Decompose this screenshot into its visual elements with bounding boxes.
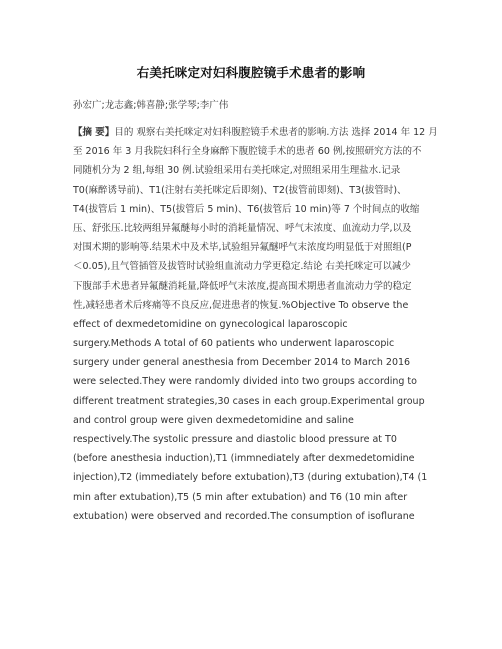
abstract-line: surgery.Methods A total of 60 patients who underwent laparoscopic <box>73 338 395 350</box>
abstract-body <box>73 123 438 526</box>
abstract-line: T0(麻醉诱导前)、T1(注射右美托咪定后即刻)、T2(拔管前即刻)、T3(拔管时)、 <box>73 184 407 196</box>
abstract-line: min after extubation),T5 (5 min after extubation) and T6 (10 min after <box>73 491 408 503</box>
abstract-line: and control group were given dexmedetomidine and saline <box>73 414 354 426</box>
abstract-line: 【摘 要】目的 观察右美托咪定对妇科腹腔镜手术患者的影响.方法 选择 2014 年 12 月 <box>73 127 438 138</box>
abstract-line: 对围术期的影响等.结果术中及术毕,试验组异氟醚呼气末浓度均明显低于对照组(P <box>73 242 412 254</box>
abstract-line: T4(拔管后 1 min)、T5(拔管后 5 min)、T6(拔管后 10 min)等 7 个时间点的收缩 <box>73 203 420 215</box>
abstract-line: 下腹部手术患者异氟醚消耗量,降低呼气末浓度,提高围术期患者血流动力学的稳定 <box>73 280 412 292</box>
abstract-line: different treatment strategies,30 cases in each group.Experimental group <box>73 395 425 407</box>
abstract-line: extubation) were observed and recorded.The consumption of isoflurane <box>73 510 415 522</box>
abstract-line: (before anesthesia induction),T1 (immnediately after dexmedetomidine <box>73 453 415 465</box>
abstract-line: 同随机分为 2 组,每组 30 例.试验组采用右美托咪定,对照组采用生理盐水.记录 <box>73 165 401 177</box>
abstract-line: 压、舒张压.比较两组异氟醚每小时的消耗量情况、呼气末浓度、血流动力学,以及 <box>73 222 412 234</box>
abstract-line: 至 2016 年 3 月我院妇科行全身麻醉下腹腔镜手术的患者 60 例,按照研究方法的不 <box>73 146 422 158</box>
paper-authors: 孙宏广;龙志鑫;韩喜静;张学琴;李广伟 <box>73 100 229 111</box>
paper-title: 右美托咪定对妇科腹腔镜手术患者的影响 <box>136 65 366 80</box>
abstract-line: surgery under general anesthesia from December 2014 to March 2016 <box>73 357 411 369</box>
abstract-line: respectively.The systolic pressure and diastolic blood pressure at T0 <box>73 434 397 445</box>
abstract-line: were selected.They were randomly divided into two groups according to <box>73 376 417 388</box>
abstract-line: injection),T2 (immediately before extubation),T3 (during extubation),T4 (1 <box>73 472 428 484</box>
abstract-line: 性,减轻患者术后疼痛等不良反应,促进患者的恢复.%Objective To observe the <box>73 299 409 311</box>
abstract-line: effect of dexmedetomidine on gynecological laparoscopic <box>73 318 348 330</box>
abstract-line: ＜0.05),且气管插管及拔管时试验组血流动力学更稳定.结论 右美托咪定可以减少 <box>73 261 411 273</box>
abstract-label: 【摘 要】 <box>73 127 115 138</box>
